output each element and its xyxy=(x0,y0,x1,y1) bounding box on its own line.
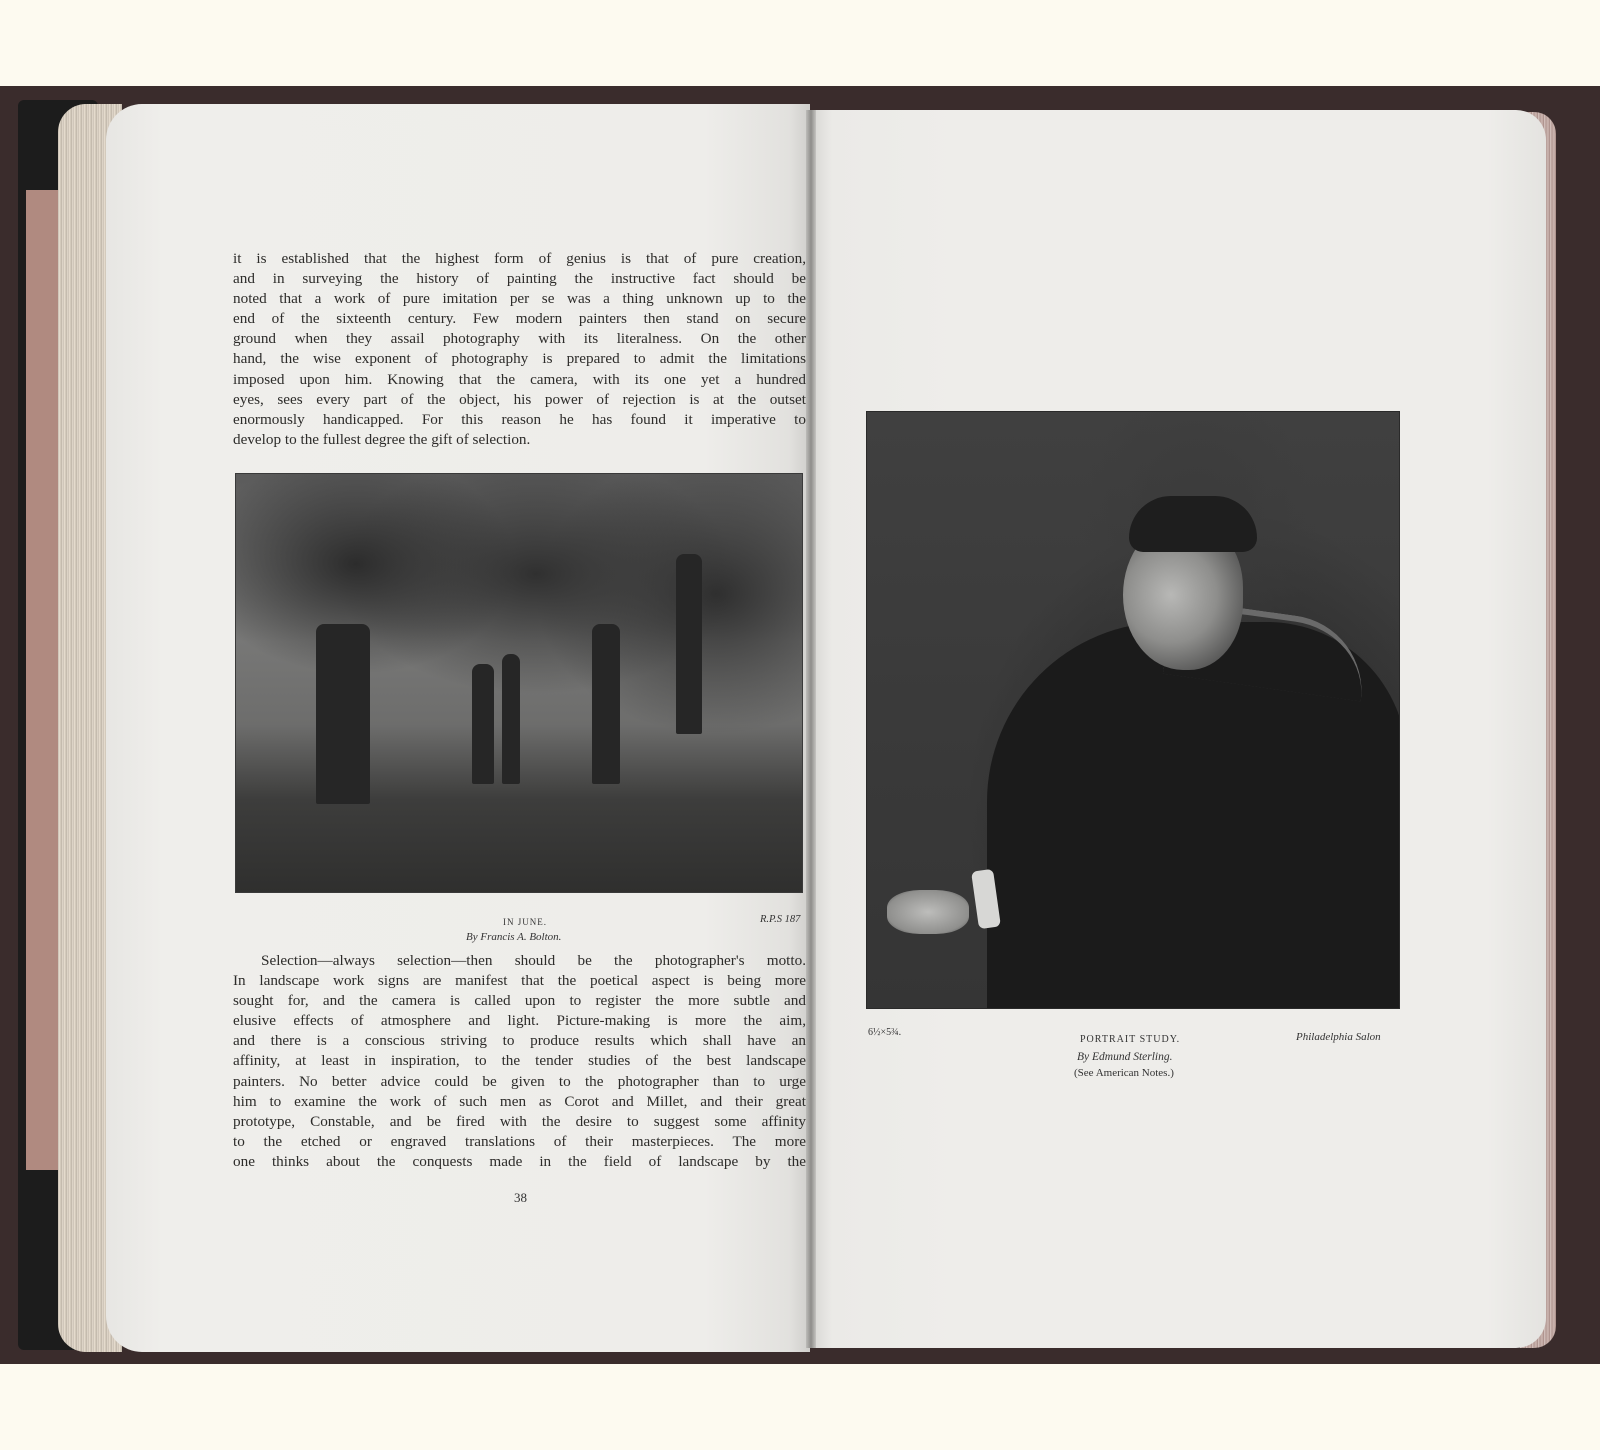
tree-trunk xyxy=(592,624,620,784)
text-line: him to examine the work of such men as Corot and Millet, and their great xyxy=(233,1092,806,1110)
book-gutter xyxy=(806,110,816,1348)
text-line: ground when they assail photography with its literalness. On the other xyxy=(233,330,806,348)
text-line: elusive effects of atmosphere and light. Picture-making is more the aim, xyxy=(233,1012,806,1030)
tree-trunk xyxy=(502,654,520,784)
photo-credit: R.P.S 187 xyxy=(760,914,801,925)
paragraph-1 xyxy=(233,249,806,450)
text-line: Selection—always selection—then should be the photographer's motto. xyxy=(261,952,806,969)
photo-author: By Francis A. Bolton. xyxy=(466,931,562,943)
tree-trunk xyxy=(472,664,494,784)
photo-note: (See American Notes.) xyxy=(1074,1067,1174,1079)
text-line: to the etched or engraved translations of their masterpieces. The more xyxy=(233,1132,806,1150)
paragraph-2 xyxy=(233,951,806,1172)
photo-author: By Edmund Sterling. xyxy=(1077,1051,1173,1063)
photo-title: PORTRAIT STUDY. xyxy=(1080,1034,1181,1045)
portrait-hair xyxy=(1129,496,1257,552)
text-line: imposed upon him. Knowing that the camera, with its one yet a hundred xyxy=(233,370,806,388)
text-line: painters. No better advice could be given to the photographer than to urge xyxy=(233,1072,806,1090)
text-line: it is established that the highest form of genius is that of pure creation, xyxy=(233,250,806,267)
photo-credit: Philadelphia Salon xyxy=(1296,1031,1381,1043)
text-line: enormously handicapped. For this reason he has found it imperative to xyxy=(233,410,806,428)
portrait-hand xyxy=(887,890,969,934)
text-line: prototype, Constable, and be fired with the desire to suggest some affinity xyxy=(233,1112,806,1130)
text-line: and there is a conscious striving to produce results which shall have an xyxy=(233,1032,806,1050)
page-number: 38 xyxy=(514,1190,527,1205)
text-line: sought for, and the camera is called upon to register the more subtle and xyxy=(233,992,806,1010)
text-line: eyes, sees every part of the object, his power of rejection is at the outset xyxy=(233,390,806,408)
text-line: and in surveying the history of painting the instructive fact should be xyxy=(233,270,806,288)
text-line: affinity, at least in inspiration, to the tender studies of the best landscape xyxy=(233,1052,806,1070)
text-line: In landscape work signs are manifest that the poetical aspect is being more xyxy=(233,972,806,990)
landscape-photograph xyxy=(235,473,803,893)
portrait-photograph xyxy=(866,411,1400,1009)
tree-trunk xyxy=(676,554,702,734)
photo-title: IN JUNE. xyxy=(503,917,547,927)
tree-trunk xyxy=(316,624,370,804)
text-line: noted that a work of pure imitation per se was a thing unknown up to the xyxy=(233,290,806,308)
text-line: develop to the fullest degree the gift of selection. xyxy=(233,430,531,448)
text-line: end of the sixteenth century. Few modern painters then stand on secure xyxy=(233,310,806,328)
text-line: hand, the wise exponent of photography is prepared to admit the limitations xyxy=(233,350,806,368)
text-line: one thinks about the conquests made in the field of landscape by the xyxy=(233,1152,806,1170)
photo-size: 6½×5¾. xyxy=(868,1027,902,1038)
